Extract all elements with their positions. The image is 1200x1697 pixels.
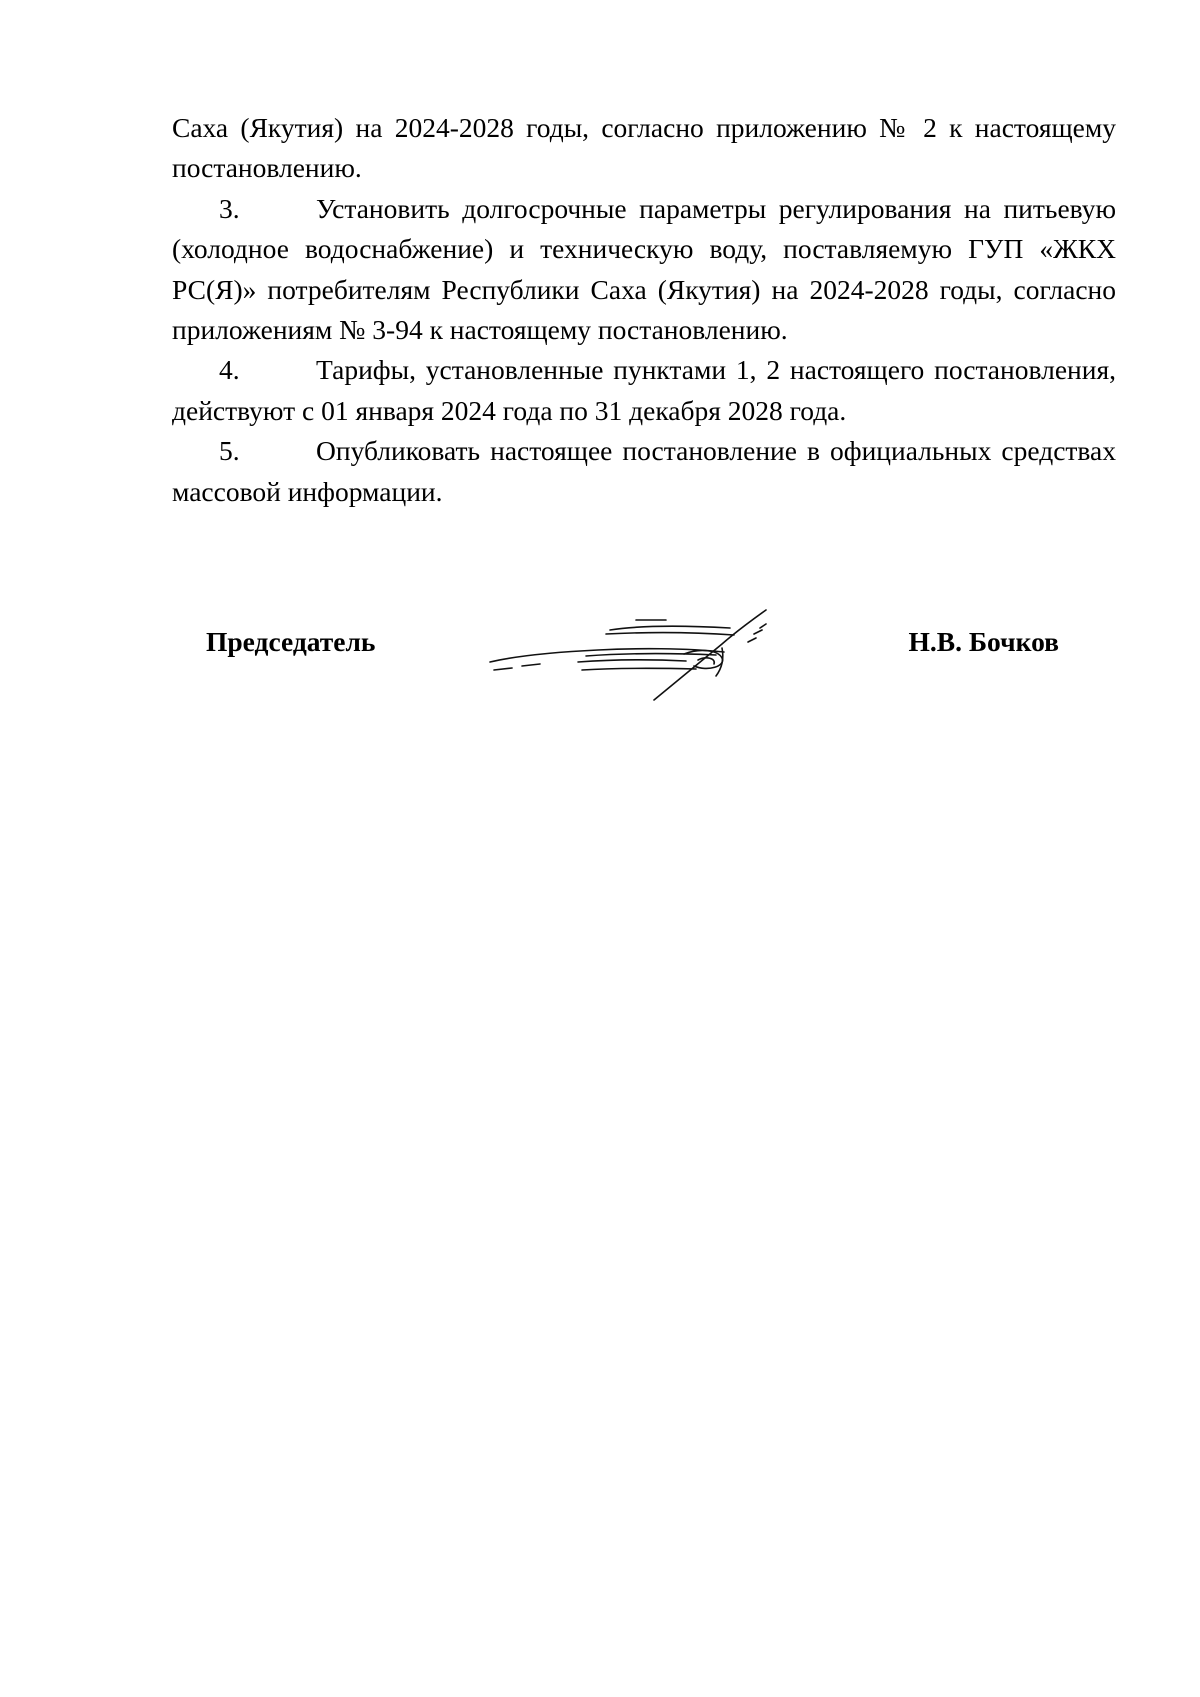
signatory-name: Н.В. Бочков xyxy=(908,626,1059,657)
paragraph-item-3 xyxy=(172,189,1116,351)
item-text: Опубликовать настоящее постановление в официальных средствах массовой информации. xyxy=(172,435,1116,507)
signature-block xyxy=(0,600,1200,710)
item-number: 3. xyxy=(219,192,240,224)
paragraph-item-5 xyxy=(172,431,1116,512)
item-text: Установить долгосрочные параметры регулирования на питьевую (холодное водоснабжение) и техническую воду, поставляемую ГУП «ЖКХ РС(Я)» потребителям Республики Саха (Якутия) на 2024-2028 годы, согласно приложениям № 3-94 к настоящему постановлению. xyxy=(172,192,1116,346)
handwritten-signature-icon xyxy=(486,608,790,704)
item-number: 5. xyxy=(219,435,240,467)
paragraph-item-4 xyxy=(172,350,1116,431)
item-text: Тарифы, установленные пунктами 1, 2 настоящего постановления, действуют с 01 января 2024 года по 31 декабря 2028 года. xyxy=(172,354,1116,426)
item-number: 4. xyxy=(219,354,240,386)
paragraph-continuation: Саха (Якутия) на 2024-2028 годы, согласно приложению № 2 к настоящему постановлению. xyxy=(172,112,1116,184)
signatory-role: Председатель xyxy=(206,626,376,657)
document-body xyxy=(172,108,1116,512)
